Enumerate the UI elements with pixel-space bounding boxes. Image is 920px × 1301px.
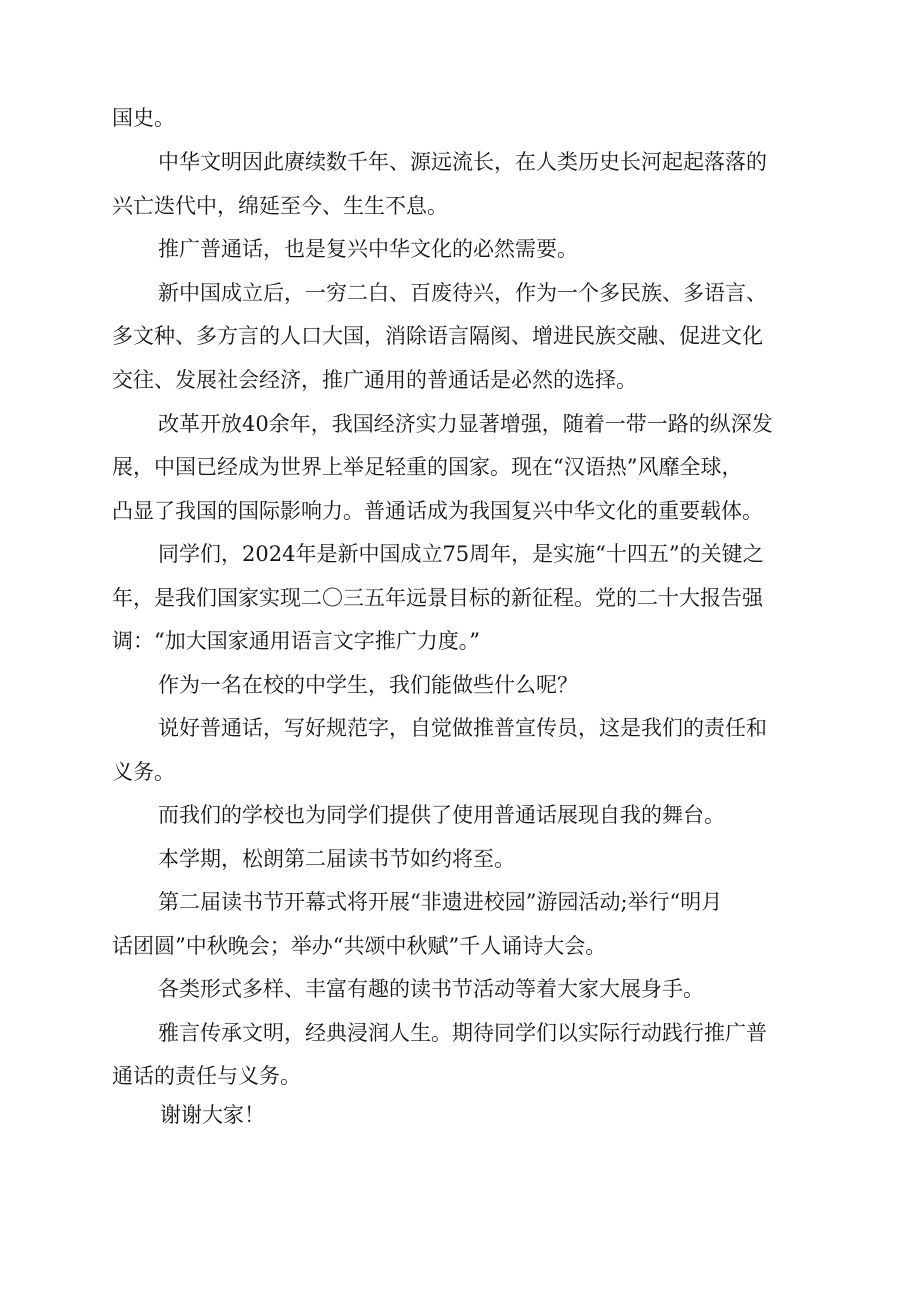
- text-line: 展，中国已经成为世界上举足轻重的国家。现在“汉语热”风靡全球，: [112, 455, 743, 479]
- text-line: 通话的责任与义务。: [112, 1064, 301, 1088]
- text-line: 雅言传承文明，经典浸润人生。期待同学们以实际行动践行推广普: [158, 1021, 767, 1045]
- text-line: 多文种、多方言的人口大国，消除语言隔阂、增进民族交融、促进文化: [112, 324, 763, 348]
- text-line: 国史。: [112, 106, 175, 130]
- text-line: 年，是我们国家实现二〇三五年远景目标的新征程。党的二十大报告强: [112, 586, 763, 610]
- text-line: 新中国成立后，一穷二白、百废待兴，作为一个多民族、多语言、: [158, 281, 767, 305]
- text-line: 各类形式多样、丰富有趣的读书节活动等着大家大展身手。: [158, 977, 704, 1001]
- text-line: 交往、发展社会经济，推广通用的普通话是必然的选择。: [112, 368, 637, 392]
- text-line: 说好普通话，写好规范字，自觉做推普宣传员，这是我们的责任和: [158, 716, 767, 740]
- text-line: 话团圆”中秋晚会；举办“共颂中秋赋”千人诵诗大会。: [112, 934, 607, 958]
- text-line: 同学们，2024年是新中国成立75周年，是实施“十四五”的关键之: [158, 542, 764, 566]
- text-line: 调：“加大国家通用语言文字推广力度。”: [112, 629, 480, 653]
- text-line: 义务。: [112, 760, 175, 784]
- text-line: 中华文明因此赓续数千年、源远流长，在人类历史长河起起落落的: [158, 150, 767, 174]
- text-line: 凸显了我国的国际影响力。普通话成为我国复兴中华文化的重要载体。: [112, 499, 763, 523]
- text-line: 改革开放40余年，我国经济实力显著增强，随着一带一路的纵深发: [158, 412, 773, 436]
- text-line: 作为一名在校的中学生，我们能做些什么呢？: [158, 673, 578, 697]
- closing-line: 谢谢大家！: [160, 1103, 265, 1127]
- text-line: 推广普通话，也是复兴中华文化的必然需要。: [158, 237, 578, 261]
- text-line: 第二届读书节开幕式将开展“非遗进校园”游园活动;举行“明月: [158, 890, 723, 914]
- text-line: 而我们的学校也为同学们提供了使用普通话展现自我的舞台。: [158, 803, 725, 827]
- text-line: 兴亡迭代中，绵延至今、生生不息。: [112, 194, 448, 218]
- text-line: 本学期，松朗第二届读书节如约将至。: [158, 847, 515, 871]
